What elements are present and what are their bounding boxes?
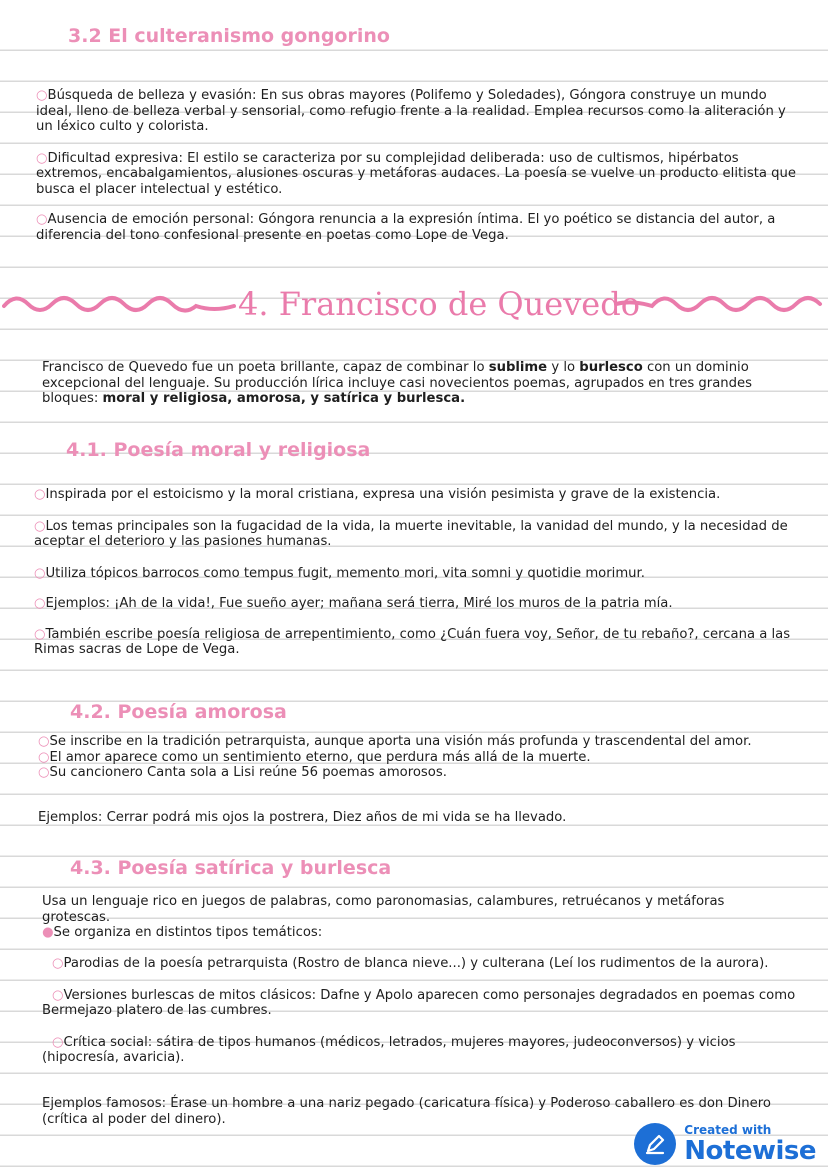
hollow-bullet-icon: ○ — [34, 596, 46, 611]
list-item: ○Utiliza tópicos barrocos como tempus fugit, memento mori, vita somni y quotidie morimur. — [34, 565, 645, 581]
hollow-bullet-icon: ○ — [34, 565, 46, 581]
notewise-logo — [634, 1123, 816, 1165]
section-3-2-body — [36, 88, 796, 243]
list-item: ○Búsqueda de belleza y evasión: En sus obras mayores (Polifemo y Soledades), Góngora construye un mundo ideal, lleno de belleza verbal y sensorial, como refugio frente a la realidad. Emplea recursos como la aliteración y un léxico culto y colorista. — [36, 88, 786, 134]
list-item: ○Ausencia de emoción personal: Góngora renuncia a la expresión íntima. El yo poético se distancia del autor, a diferencia del tono confesional presente en poetas como Lope de Vega. — [36, 212, 776, 243]
section-4-2-body — [38, 734, 798, 781]
list-item: ○Se inscribe en la tradición petrarquista, aunque aporta una visión más profunda y trascendental del amor. — [38, 734, 752, 749]
section-4-3-intro: Usa un lenguaje rico en juegos de palabras, como paronomasias, calambures, retruécanos y metáforas grotescas. — [42, 894, 725, 925]
heading-section-3-2: 3.2 El culteranismo gongorino — [68, 25, 390, 47]
heading-section-4-1: 4.1. Poesía moral y religiosa — [66, 439, 371, 461]
section-4-2-examples: Ejemplos: Cerrar podrá mis ojos la postrera, Diez años de mi vida se ha llevado. — [38, 810, 567, 825]
hollow-bullet-icon: ○ — [36, 150, 48, 166]
hollow-bullet-icon: ○ — [36, 88, 48, 103]
right-squiggle-icon — [612, 290, 828, 318]
hollow-bullet-icon: ○ — [38, 749, 50, 765]
hollow-bullet-icon: ○ — [38, 734, 50, 749]
list-item: ○Su cancionero Canta sola a Lisi reúne 56 poemas amorosos. — [38, 765, 447, 780]
hollow-bullet-icon: ○ — [36, 212, 48, 227]
list-item: ○Dificultad expresiva: El estilo se caracteriza por su complejidad deliberada: uso de cultismos, hipérbatos extremos, encabalgamientos, alusiones oscuras y metáforas audaces. La poesía se vuelve un producto elitista que busca el placer intelectual y estético. — [36, 150, 796, 197]
list-item: ○Crítica social: sátira de tipos humanos (médicos, letrados, mujeres mayores, judeoconversos) y vicios (hipocresía, avaricia). — [42, 1034, 736, 1065]
list-item: ○Inspirada por el estoicismo y la moral cristiana, expresa una visión pesimista y grave de la existencia. — [34, 487, 721, 502]
section-4-intro: Francisco de Quevedo fue un poeta brillante, capaz de combinar lo sublime y lo burlesco con un dominio excepcional del lenguaje. Su producción lírica incluye casi novecientos poemas, agrupados en tres grandes bloques: moral y religiosa, amorosa, y satírica y burlesca. — [42, 360, 752, 406]
hollow-bullet-icon: ○ — [34, 626, 46, 642]
hollow-bullet-icon: ○ — [34, 487, 46, 502]
list-item: ○Ejemplos: ¡Ah de la vida!, Fue sueño ayer; mañana será tierra, Miré los muros de la patria mía. — [34, 596, 673, 611]
section-4-1-body — [34, 487, 798, 658]
list-item: ○El amor aparece como un sentimiento eterno, que perdura más allá de la muerte. — [38, 749, 591, 765]
section-4-3-examples: Ejemplos famosos: Érase un hombre a una nariz pegado (caricatura física) y Poderoso caballero es don Dinero (crítica al poder del dinero). — [42, 1096, 771, 1127]
hollow-bullet-icon: ○ — [38, 765, 50, 780]
list-item: ○Parodias de la poesía petrarquista (Rostro de blanca nieve...) y culterana (Leí los rudimentos de la aurora). — [52, 956, 769, 971]
logo-name: Notewise — [684, 1135, 816, 1166]
pencil-icon — [634, 1123, 676, 1165]
list-item: ●Se organiza en distintos tipos temáticos: — [42, 925, 323, 940]
list-item: ○Versiones burlescas de mitos clásicos: Dafne y Apolo aparecen como personajes degradados en poemas como Bermejazo platero de las cumbres. — [42, 987, 796, 1018]
heading-section-4-3: 4.3. Poesía satírica y burlesca — [70, 857, 392, 879]
logo-caption: Created with — [684, 1122, 772, 1137]
hollow-bullet-icon: ○ — [52, 956, 64, 971]
left-squiggle-icon — [2, 290, 238, 318]
hollow-bullet-icon: ○ — [34, 518, 46, 534]
list-item: ○También escribe poesía religiosa de arrepentimiento, como ¿Cuán fuera voy, Señor, de tu rebaño?, cercana a las Rimas sacras de Lope de Vega. — [34, 626, 791, 657]
section-4-title: 4. Francisco de Quevedo — [238, 285, 640, 323]
filled-bullet-icon: ● — [42, 925, 54, 940]
heading-section-4-2: 4.2. Poesía amorosa — [70, 701, 287, 723]
section-4-3-body — [42, 956, 798, 1066]
section-4-title-banner — [0, 282, 828, 328]
hollow-bullet-icon: ○ — [52, 987, 64, 1003]
section-4-3-intro-block — [42, 894, 782, 941]
hollow-bullet-icon: ○ — [52, 1034, 64, 1050]
list-item: ○Los temas principales son la fugacidad de la vida, la muerte inevitable, la vanidad del mundo, y la necesidad de aceptar el deterioro y las pasiones humanas. — [34, 518, 788, 549]
